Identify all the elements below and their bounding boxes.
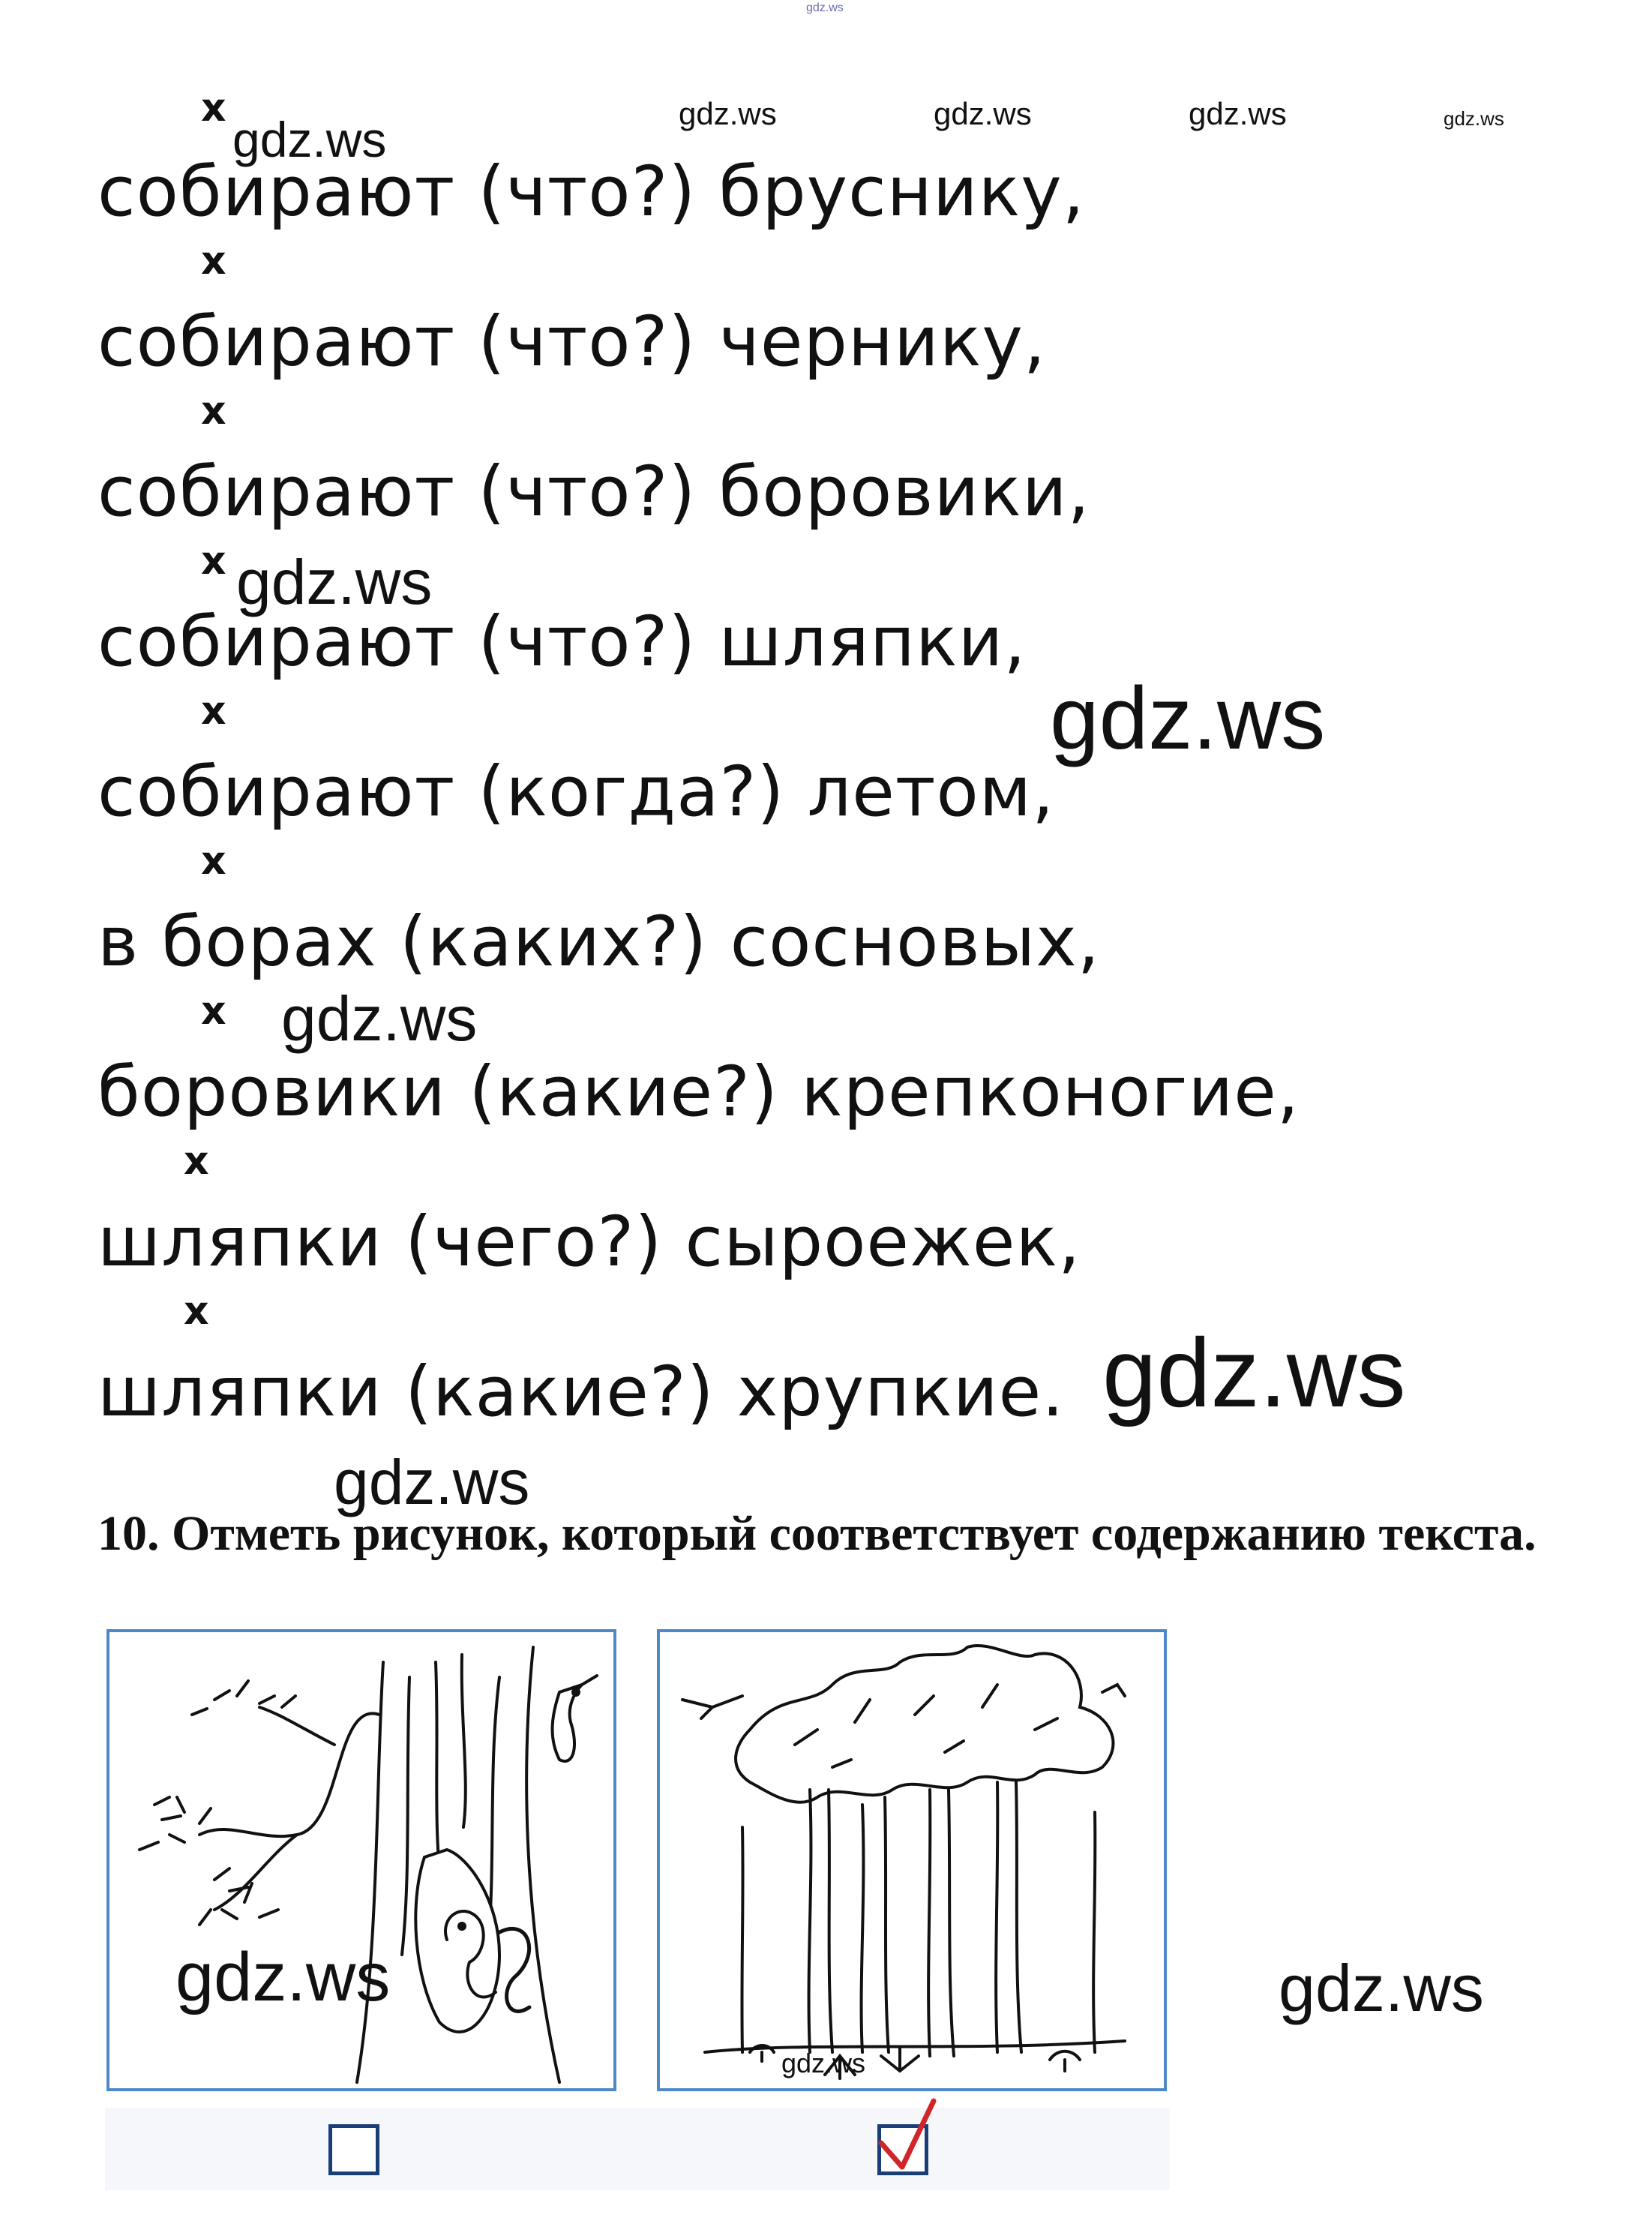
check-mark-icon: [874, 2098, 941, 2173]
underline-mark: x: [184, 1289, 209, 1334]
picture-2-checkbox[interactable]: [877, 2124, 928, 2175]
watermark: gdz.ws: [236, 547, 433, 617]
watermark: gdz.ws: [1279, 1951, 1484, 2025]
watermark: gdz.ws: [1050, 669, 1326, 768]
watermark: gdz.ws: [1189, 96, 1287, 131]
watermark: gdz.ws: [334, 1447, 530, 1517]
text-line: шляпки (чего?) сыроежек,: [97, 1202, 1081, 1282]
pine-forest-drawing: [660, 1632, 1164, 2088]
text-line: боровики (какие?) крепконогие,: [97, 1052, 1300, 1132]
header-watermark: gdz.ws: [806, 2, 844, 14]
watermark: gdz.ws: [781, 2048, 866, 2078]
watermark: gdz.ws: [175, 1939, 391, 2015]
underline-mark: x: [201, 539, 226, 584]
underline-mark: x: [184, 1139, 209, 1184]
text-line: собирают (что?) шляпки,: [97, 602, 1027, 682]
watermark: gdz.ws: [1444, 107, 1504, 130]
underline-mark: x: [201, 389, 226, 434]
picture-1-checkbox[interactable]: [328, 2124, 379, 2175]
task-10-heading: 10. Отметь рисунок, который соответствует содержанию текста.: [97, 1506, 1537, 1561]
watermark: gdz.ws: [1102, 1318, 1406, 1427]
underline-mark: x: [201, 839, 226, 884]
watermark: gdz.ws: [934, 96, 1032, 131]
underline-mark: x: [201, 689, 226, 734]
text-line: собирают (что?) бруснику,: [97, 152, 1085, 232]
underline-mark: x: [201, 86, 226, 131]
text-line: собирают (что?) чернику,: [97, 302, 1047, 382]
checkbox-strip: [105, 2108, 1170, 2190]
picture-pine-forest[interactable]: [657, 1629, 1167, 2091]
picture-squirrel-tree[interactable]: [106, 1629, 616, 2091]
watermark: gdz.ws: [232, 112, 387, 167]
squirrel-tree-drawing: [109, 1632, 613, 2088]
text-line: в борах (каких?) сосновых,: [97, 902, 1100, 982]
watermark: gdz.ws: [281, 983, 478, 1054]
text-line: шляпки (какие?) хрупкие.: [97, 1352, 1065, 1432]
text-line: собирают (когда?) летом,: [97, 752, 1055, 832]
text-line: собирают (что?) боровики,: [97, 452, 1090, 532]
watermark: gdz.ws: [679, 96, 777, 131]
underline-mark: x: [201, 989, 226, 1034]
underline-mark: x: [201, 239, 226, 284]
